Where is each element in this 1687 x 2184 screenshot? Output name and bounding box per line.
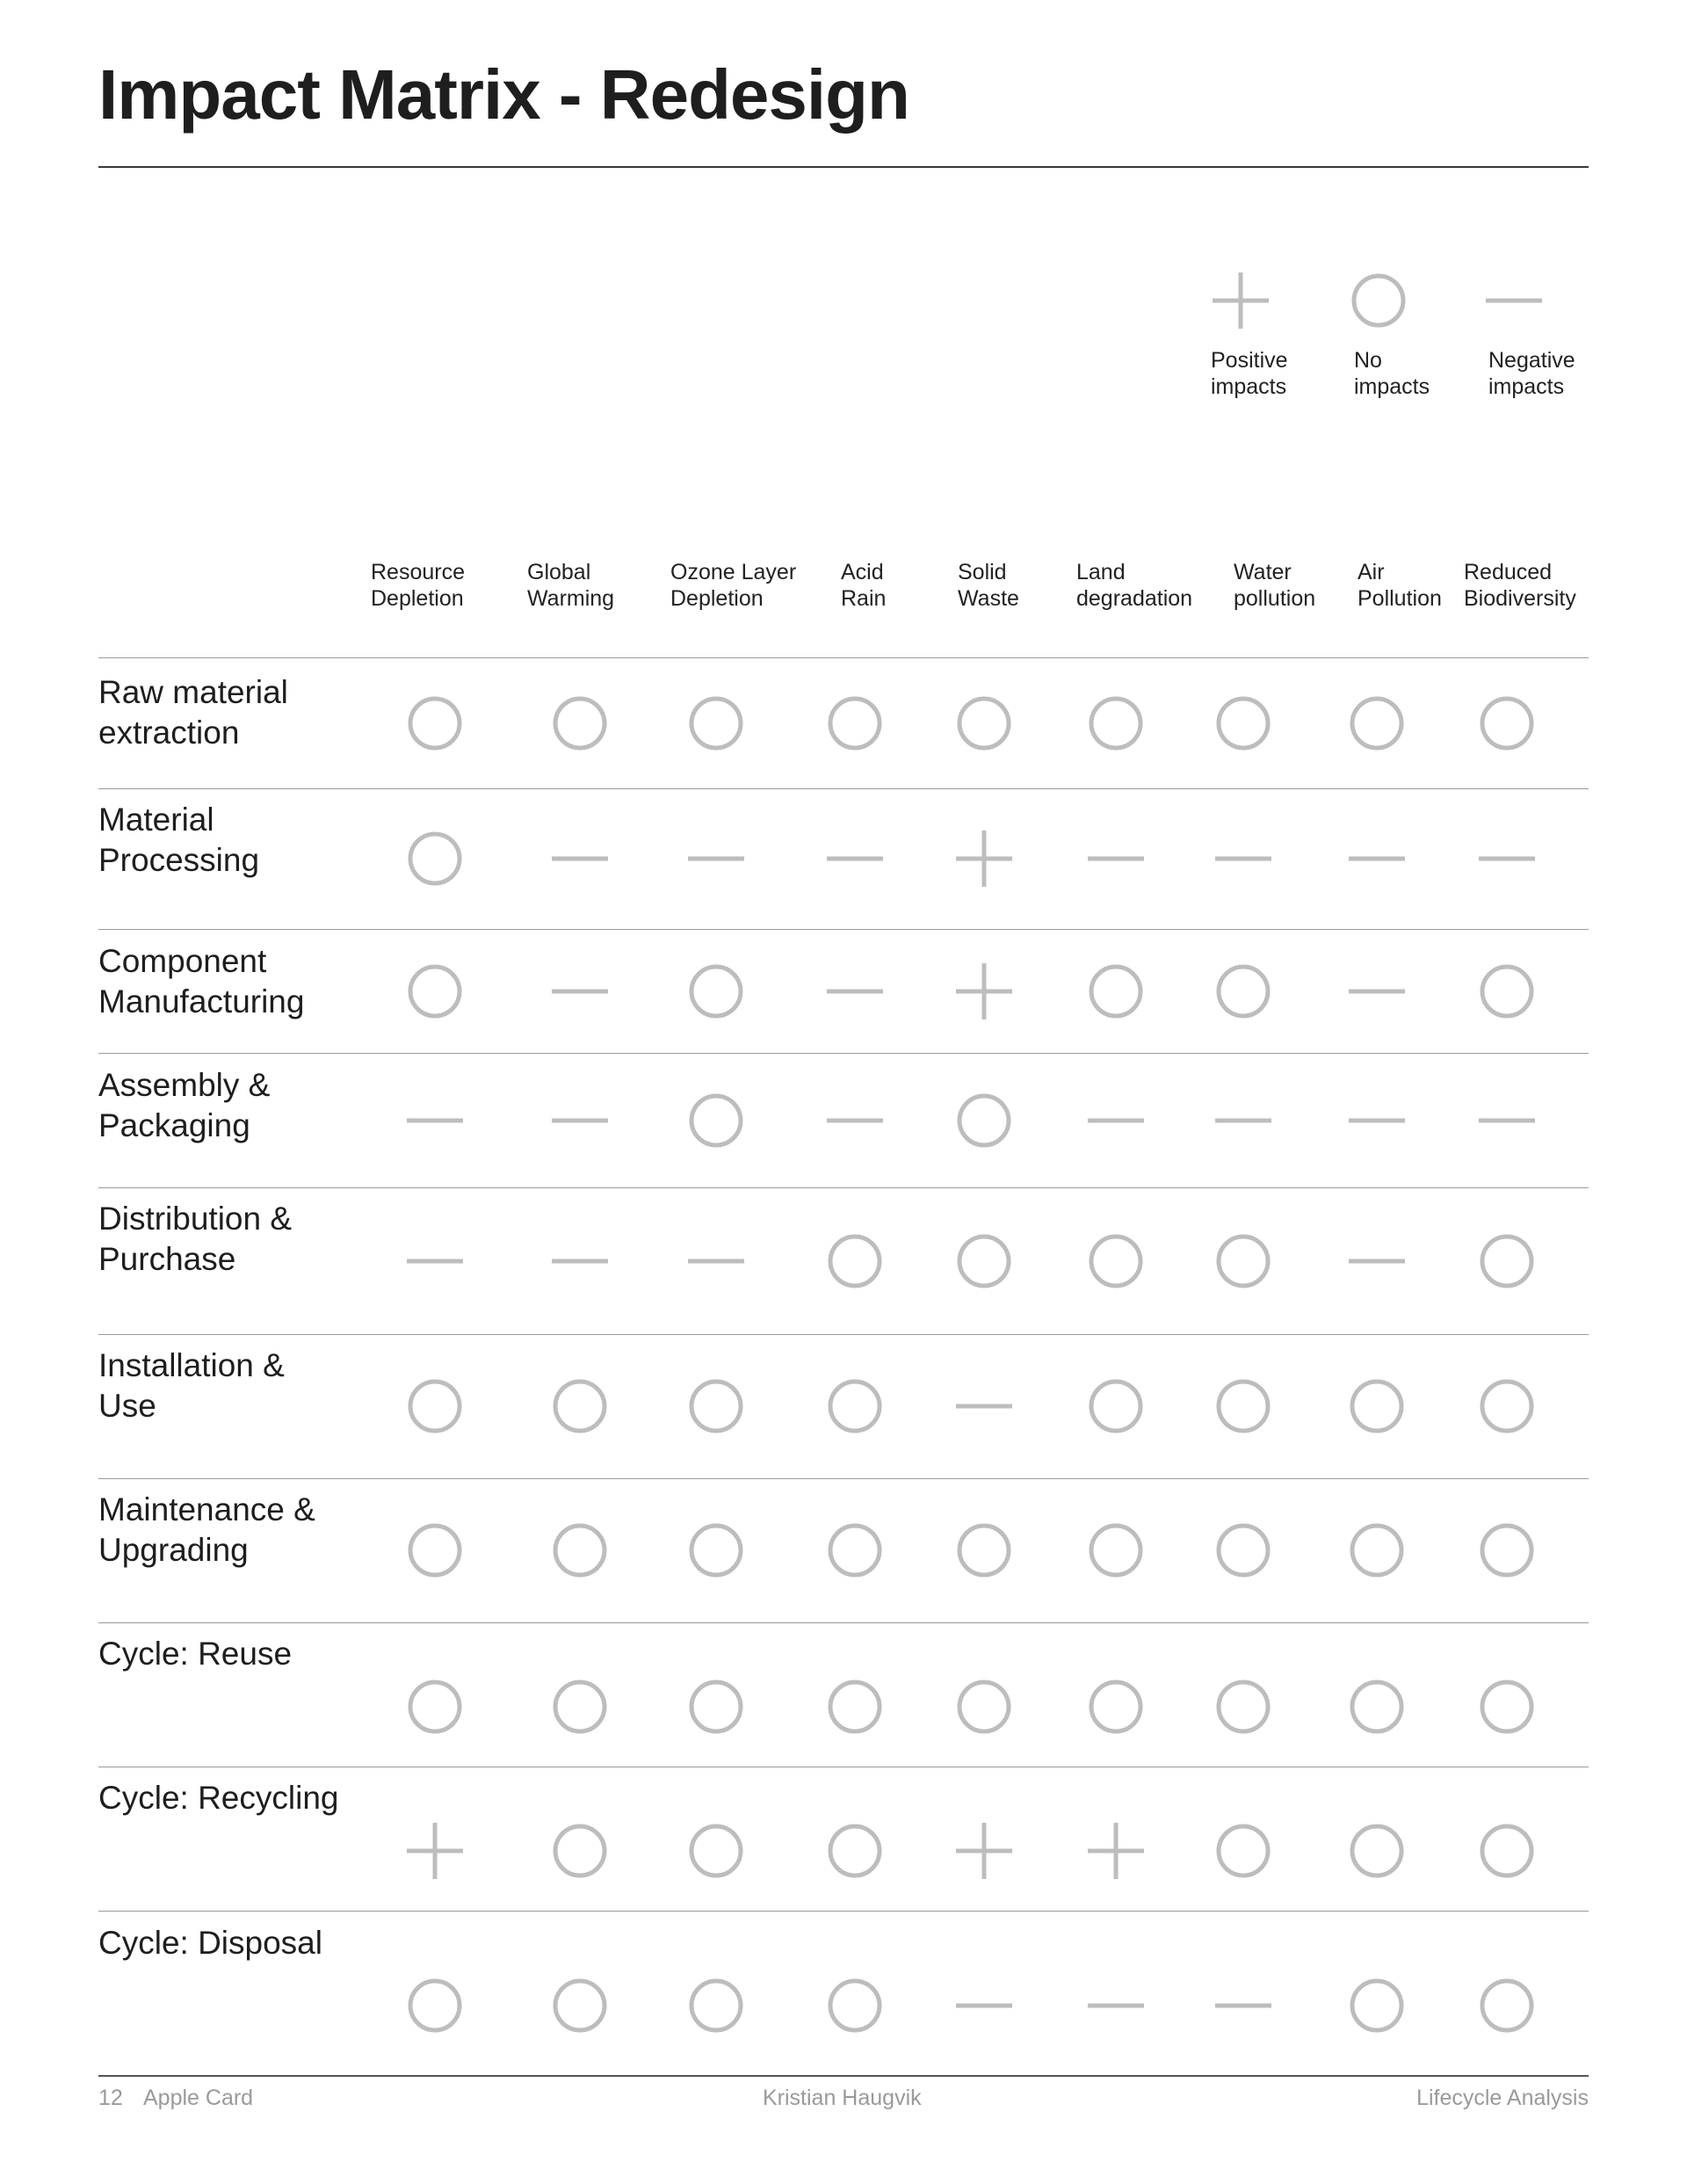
impact-circle-icon — [403, 1974, 467, 2037]
impact-circle-icon — [548, 1819, 612, 1883]
impact-circle-icon — [1084, 1375, 1148, 1438]
column-header: Ozone Layer Depletion — [670, 560, 797, 611]
row-divider — [98, 1478, 1589, 1479]
row-label: Installation & Use — [98, 1347, 285, 1424]
impact-minus-icon — [1475, 827, 1539, 890]
column-header: Land degradation — [1076, 560, 1193, 611]
impact-plus-icon — [952, 1819, 1016, 1883]
impact-minus-icon — [548, 960, 612, 1023]
impact-minus-icon — [952, 1375, 1016, 1438]
impact-circle-icon — [1345, 692, 1408, 755]
impact-circle-icon — [952, 1519, 1016, 1582]
impact-circle-icon — [1212, 1819, 1275, 1883]
impact-circle-icon — [1212, 1230, 1275, 1293]
impact-minus-icon — [1345, 960, 1408, 1023]
legend-minus-icon — [1482, 269, 1546, 332]
impact-circle-icon — [403, 1375, 467, 1438]
impact-circle-icon — [1212, 1375, 1275, 1438]
footer-author: Kristian Haugvik — [763, 2086, 922, 2110]
impact-circle-icon — [684, 1375, 748, 1438]
footer-page-number: 12 — [98, 2086, 123, 2110]
impact-circle-icon — [1212, 692, 1275, 755]
impact-minus-icon — [1345, 1089, 1408, 1152]
row-label: Material Processing — [98, 802, 260, 878]
row-divider — [98, 1053, 1589, 1054]
legend-plus-icon — [1209, 269, 1272, 332]
row-divider — [98, 929, 1589, 930]
row-label: Maintenance & Upgrading — [98, 1491, 315, 1568]
impact-circle-icon — [684, 1519, 748, 1582]
impact-circle-icon — [548, 1974, 612, 2037]
impact-circle-icon — [1475, 1519, 1539, 1582]
page-title: Impact Matrix - Redesign — [98, 55, 909, 134]
legend-label: Positive impacts — [1211, 348, 1288, 399]
impact-circle-icon — [1475, 1974, 1539, 2037]
impact-circle-icon — [952, 1675, 1016, 1738]
impact-circle-icon — [1475, 692, 1539, 755]
row-divider — [98, 1187, 1589, 1188]
row-divider — [98, 1911, 1589, 1912]
row-divider — [98, 657, 1589, 658]
impact-circle-icon — [1345, 1675, 1408, 1738]
impact-circle-icon — [1084, 1230, 1148, 1293]
column-header: Water pollution — [1234, 560, 1316, 611]
row-divider — [98, 1622, 1589, 1623]
impact-circle-icon — [823, 1375, 887, 1438]
impact-circle-icon — [684, 692, 748, 755]
row-divider — [98, 788, 1589, 789]
legend-label: No impacts — [1354, 348, 1430, 399]
impact-minus-icon — [548, 827, 612, 890]
impact-circle-icon — [823, 1519, 887, 1582]
impact-circle-icon — [1212, 1519, 1275, 1582]
impact-circle-icon — [823, 1819, 887, 1883]
impact-minus-icon — [1084, 827, 1148, 890]
impact-circle-icon — [684, 1675, 748, 1738]
impact-circle-icon — [403, 827, 467, 890]
impact-minus-icon — [684, 1230, 748, 1293]
impact-circle-icon — [1345, 1375, 1408, 1438]
impact-minus-icon — [1212, 827, 1275, 890]
impact-minus-icon — [1212, 1974, 1275, 2037]
impact-minus-icon — [952, 1974, 1016, 2037]
impact-minus-icon — [823, 827, 887, 890]
row-label: Cycle: Disposal — [98, 1925, 322, 1961]
impact-circle-icon — [548, 1519, 612, 1582]
impact-circle-icon — [1345, 1519, 1408, 1582]
column-header: Resource Depletion — [371, 560, 465, 611]
impact-circle-icon — [1475, 1375, 1539, 1438]
row-label: Raw material extraction — [98, 674, 288, 751]
impact-plus-icon — [952, 827, 1016, 890]
column-header: Solid Waste — [958, 560, 1019, 611]
impact-circle-icon — [952, 692, 1016, 755]
impact-minus-icon — [1475, 1089, 1539, 1152]
impact-minus-icon — [823, 1089, 887, 1152]
impact-minus-icon — [1212, 1089, 1275, 1152]
impact-plus-icon — [952, 960, 1016, 1023]
impact-minus-icon — [1345, 1230, 1408, 1293]
impact-circle-icon — [548, 1375, 612, 1438]
row-label: Component Manufacturing — [98, 943, 305, 1019]
impact-circle-icon — [823, 1230, 887, 1293]
impact-circle-icon — [548, 692, 612, 755]
impact-circle-icon — [548, 1675, 612, 1738]
impact-circle-icon — [823, 1974, 887, 2037]
impact-minus-icon — [684, 827, 748, 890]
impact-minus-icon — [548, 1230, 612, 1293]
impact-circle-icon — [684, 1819, 748, 1883]
footer-section: Lifecycle Analysis — [1416, 2086, 1589, 2110]
row-label: Distribution & Purchase — [98, 1201, 293, 1277]
impact-circle-icon — [952, 1089, 1016, 1152]
impact-minus-icon — [1345, 827, 1408, 890]
impact-circle-icon — [403, 692, 467, 755]
impact-circle-icon — [1084, 1519, 1148, 1582]
footer-divider — [98, 2075, 1589, 2077]
impact-circle-icon — [403, 960, 467, 1023]
impact-circle-icon — [823, 692, 887, 755]
impact-circle-icon — [1212, 960, 1275, 1023]
footer-publication: Apple Card — [143, 2086, 254, 2110]
row-label: Cycle: Recycling — [98, 1780, 339, 1816]
column-header: Reduced Biodiversity — [1464, 560, 1576, 611]
impact-circle-icon — [403, 1675, 467, 1738]
impact-circle-icon — [1084, 1675, 1148, 1738]
impact-circle-icon — [1345, 1974, 1408, 2037]
legend-label: Negative impacts — [1488, 348, 1575, 399]
impact-circle-icon — [1475, 960, 1539, 1023]
impact-circle-icon — [1084, 960, 1148, 1023]
impact-circle-icon — [1212, 1675, 1275, 1738]
impact-circle-icon — [684, 1089, 748, 1152]
impact-circle-icon — [1475, 1675, 1539, 1738]
row-label: Cycle: Reuse — [98, 1636, 293, 1672]
impact-minus-icon — [823, 960, 887, 1023]
column-header: Air Pollution — [1358, 560, 1442, 611]
impact-minus-icon — [1084, 1974, 1148, 2037]
impact-circle-icon — [1345, 1819, 1408, 1883]
row-divider — [98, 1334, 1589, 1335]
impact-circle-icon — [823, 1675, 887, 1738]
impact-minus-icon — [1084, 1089, 1148, 1152]
impact-circle-icon — [403, 1519, 467, 1582]
impact-circle-icon — [1084, 692, 1148, 755]
impact-minus-icon — [403, 1230, 467, 1293]
impact-circle-icon — [1475, 1819, 1539, 1883]
impact-circle-icon — [1475, 1230, 1539, 1293]
legend-circle-icon — [1347, 269, 1410, 332]
row-label: Assembly & Packaging — [98, 1067, 271, 1143]
column-header: Acid Rain — [841, 560, 887, 611]
impact-minus-icon — [403, 1089, 467, 1152]
column-header: Global Warming — [527, 560, 615, 611]
impact-minus-icon — [548, 1089, 612, 1152]
impact-circle-icon — [684, 1974, 748, 2037]
impact-plus-icon — [1084, 1819, 1148, 1883]
impact-plus-icon — [403, 1819, 467, 1883]
impact-circle-icon — [684, 960, 748, 1023]
impact-circle-icon — [952, 1230, 1016, 1293]
title-divider — [98, 166, 1589, 168]
